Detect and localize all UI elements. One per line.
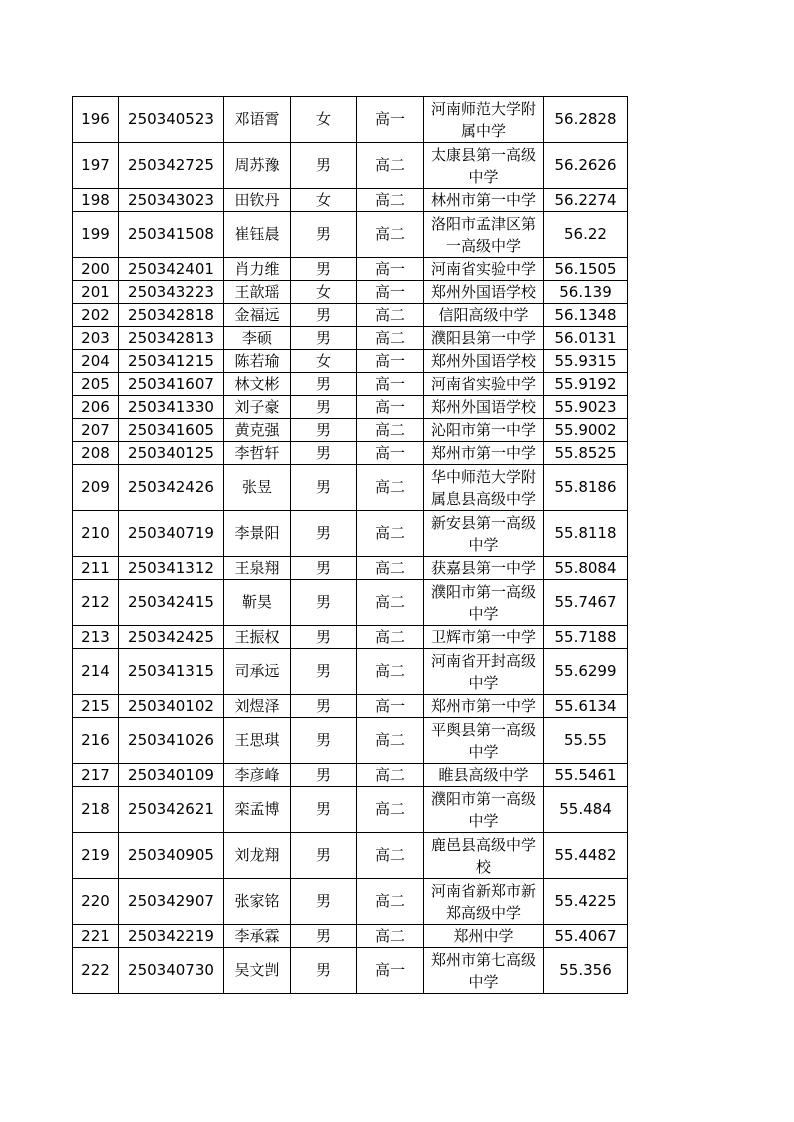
table-row	[73, 626, 628, 649]
rank-cell: 197	[73, 143, 119, 189]
student-name-cell: 张昱	[224, 465, 291, 511]
student-id-cell: 250340719	[119, 511, 224, 557]
student-id-cell: 250342907	[119, 879, 224, 925]
grade-cell: 高一	[357, 442, 424, 465]
grade-cell: 高二	[357, 189, 424, 212]
rank-cell: 212	[73, 580, 119, 626]
rank-cell: 209	[73, 465, 119, 511]
student-name-cell: 刘龙翔	[224, 833, 291, 879]
school-cell: 濮阳县第一中学	[424, 327, 544, 350]
rank-cell: 210	[73, 511, 119, 557]
student-id-cell: 250341607	[119, 373, 224, 396]
school-cell: 濮阳市第一高级中学	[424, 787, 544, 833]
student-name-cell: 司承远	[224, 649, 291, 695]
table-row	[73, 350, 628, 373]
table-row	[73, 879, 628, 925]
gender-cell: 男	[291, 143, 357, 189]
gender-cell: 男	[291, 833, 357, 879]
student-name-cell: 金福远	[224, 304, 291, 327]
rank-cell: 196	[73, 97, 119, 143]
school-cell: 河南省新郑市新郑高级中学	[424, 879, 544, 925]
score-cell: 55.8084	[544, 557, 628, 580]
student-id-cell: 250340109	[119, 764, 224, 787]
rank-cell: 222	[73, 948, 119, 994]
student-name-cell: 李彦峰	[224, 764, 291, 787]
school-cell: 信阳高级中学	[424, 304, 544, 327]
table-row	[73, 419, 628, 442]
rank-cell: 218	[73, 787, 119, 833]
grade-cell: 高一	[357, 281, 424, 304]
student-name-cell: 李景阳	[224, 511, 291, 557]
rank-cell: 204	[73, 350, 119, 373]
school-cell: 卫辉市第一中学	[424, 626, 544, 649]
table-row	[73, 281, 628, 304]
gender-cell: 男	[291, 373, 357, 396]
student-name-cell: 李承霖	[224, 925, 291, 948]
student-id-cell: 250342425	[119, 626, 224, 649]
student-name-cell: 李哲轩	[224, 442, 291, 465]
grade-cell: 高二	[357, 649, 424, 695]
rank-cell: 220	[73, 879, 119, 925]
grade-cell: 高二	[357, 787, 424, 833]
table-row	[73, 327, 628, 350]
gender-cell: 男	[291, 419, 357, 442]
score-cell: 56.1505	[544, 258, 628, 281]
score-cell: 55.4067	[544, 925, 628, 948]
table-row	[73, 580, 628, 626]
rank-cell: 203	[73, 327, 119, 350]
school-cell: 林州市第一中学	[424, 189, 544, 212]
rank-cell: 217	[73, 764, 119, 787]
table-row	[73, 649, 628, 695]
grade-cell: 高二	[357, 580, 424, 626]
table-row	[73, 787, 628, 833]
school-cell: 平舆县第一高级中学	[424, 718, 544, 764]
rank-cell: 221	[73, 925, 119, 948]
student-name-cell: 王歆瑶	[224, 281, 291, 304]
student-name-cell: 王思琪	[224, 718, 291, 764]
grade-cell: 高一	[357, 396, 424, 419]
school-cell: 洛阳市孟津区第一高级中学	[424, 212, 544, 258]
gender-cell: 女	[291, 97, 357, 143]
student-id-cell: 250342818	[119, 304, 224, 327]
score-cell: 55.9002	[544, 419, 628, 442]
table-row	[73, 189, 628, 212]
score-cell: 55.484	[544, 787, 628, 833]
gender-cell: 男	[291, 764, 357, 787]
student-name-cell: 周苏豫	[224, 143, 291, 189]
rank-cell: 211	[73, 557, 119, 580]
table-body	[73, 97, 628, 994]
table-row	[73, 442, 628, 465]
score-cell: 56.1348	[544, 304, 628, 327]
student-id-cell: 250342401	[119, 258, 224, 281]
score-cell: 56.0131	[544, 327, 628, 350]
grade-cell: 高二	[357, 879, 424, 925]
gender-cell: 男	[291, 695, 357, 718]
school-cell: 郑州市第一中学	[424, 442, 544, 465]
student-name-cell: 肖力维	[224, 258, 291, 281]
rank-cell: 198	[73, 189, 119, 212]
table-row	[73, 948, 628, 994]
student-id-cell: 250341508	[119, 212, 224, 258]
table-row	[73, 718, 628, 764]
score-cell: 55.9315	[544, 350, 628, 373]
table-row	[73, 304, 628, 327]
table-row	[73, 695, 628, 718]
gender-cell: 男	[291, 511, 357, 557]
table-row	[73, 143, 628, 189]
student-id-cell: 250340905	[119, 833, 224, 879]
student-name-cell: 王振权	[224, 626, 291, 649]
gender-cell: 男	[291, 327, 357, 350]
student-id-cell: 250342426	[119, 465, 224, 511]
gender-cell: 男	[291, 258, 357, 281]
gender-cell: 男	[291, 925, 357, 948]
table-row	[73, 557, 628, 580]
student-name-cell: 刘子豪	[224, 396, 291, 419]
rank-cell: 208	[73, 442, 119, 465]
school-cell: 河南省开封高级中学	[424, 649, 544, 695]
gender-cell: 男	[291, 626, 357, 649]
score-cell: 55.9192	[544, 373, 628, 396]
score-cell: 55.356	[544, 948, 628, 994]
grade-cell: 高二	[357, 925, 424, 948]
student-name-cell: 吴文剀	[224, 948, 291, 994]
table-row	[73, 258, 628, 281]
results-table	[72, 96, 628, 994]
student-name-cell: 刘煜泽	[224, 695, 291, 718]
student-id-cell: 250340102	[119, 695, 224, 718]
table-row	[73, 396, 628, 419]
school-cell: 濮阳市第一高级中学	[424, 580, 544, 626]
grade-cell: 高二	[357, 718, 424, 764]
rank-cell: 216	[73, 718, 119, 764]
rank-cell: 201	[73, 281, 119, 304]
score-cell: 55.6134	[544, 695, 628, 718]
grade-cell: 高一	[357, 948, 424, 994]
grade-cell: 高一	[357, 350, 424, 373]
rank-cell: 205	[73, 373, 119, 396]
gender-cell: 男	[291, 787, 357, 833]
school-cell: 郑州外国语学校	[424, 281, 544, 304]
gender-cell: 男	[291, 396, 357, 419]
gender-cell: 男	[291, 580, 357, 626]
gender-cell: 男	[291, 465, 357, 511]
grade-cell: 高二	[357, 327, 424, 350]
student-id-cell: 250342621	[119, 787, 224, 833]
student-name-cell: 黄克强	[224, 419, 291, 442]
student-id-cell: 250341026	[119, 718, 224, 764]
gender-cell: 男	[291, 304, 357, 327]
table-row	[73, 833, 628, 879]
gender-cell: 男	[291, 442, 357, 465]
school-cell: 鹿邑县高级中学校	[424, 833, 544, 879]
school-cell: 新安县第一高级中学	[424, 511, 544, 557]
school-cell: 沁阳市第一中学	[424, 419, 544, 442]
gender-cell: 女	[291, 189, 357, 212]
gender-cell: 男	[291, 718, 357, 764]
gender-cell: 女	[291, 281, 357, 304]
score-cell: 56.2828	[544, 97, 628, 143]
gender-cell: 女	[291, 350, 357, 373]
student-name-cell: 邓语霄	[224, 97, 291, 143]
school-cell: 郑州市第一中学	[424, 695, 544, 718]
score-cell: 55.55	[544, 718, 628, 764]
student-id-cell: 250343223	[119, 281, 224, 304]
table-row	[73, 373, 628, 396]
school-cell: 华中师范大学附属息县高级中学	[424, 465, 544, 511]
rank-cell: 213	[73, 626, 119, 649]
score-cell: 55.7188	[544, 626, 628, 649]
score-cell: 55.5461	[544, 764, 628, 787]
student-name-cell: 张家铭	[224, 879, 291, 925]
score-cell: 55.8525	[544, 442, 628, 465]
score-cell: 55.6299	[544, 649, 628, 695]
student-name-cell: 靳昊	[224, 580, 291, 626]
score-cell: 55.9023	[544, 396, 628, 419]
grade-cell: 高一	[357, 258, 424, 281]
student-id-cell: 250343023	[119, 189, 224, 212]
school-cell: 郑州中学	[424, 925, 544, 948]
rank-cell: 214	[73, 649, 119, 695]
school-cell: 太康县第一高级中学	[424, 143, 544, 189]
student-name-cell: 崔钰晨	[224, 212, 291, 258]
gender-cell: 男	[291, 948, 357, 994]
grade-cell: 高二	[357, 833, 424, 879]
grade-cell: 高二	[357, 419, 424, 442]
score-cell: 55.8118	[544, 511, 628, 557]
student-id-cell: 250342219	[119, 925, 224, 948]
rank-cell: 215	[73, 695, 119, 718]
student-id-cell: 250342415	[119, 580, 224, 626]
score-cell: 56.22	[544, 212, 628, 258]
student-id-cell: 250341215	[119, 350, 224, 373]
gender-cell: 男	[291, 212, 357, 258]
table-row	[73, 97, 628, 143]
rank-cell: 199	[73, 212, 119, 258]
table-row	[73, 764, 628, 787]
school-cell: 河南省实验中学	[424, 373, 544, 396]
grade-cell: 高一	[357, 373, 424, 396]
student-id-cell: 250340523	[119, 97, 224, 143]
student-id-cell: 250340125	[119, 442, 224, 465]
grade-cell: 高一	[357, 695, 424, 718]
school-cell: 获嘉县第一中学	[424, 557, 544, 580]
score-cell: 55.4225	[544, 879, 628, 925]
student-id-cell: 250341330	[119, 396, 224, 419]
school-cell: 郑州市第七高级中学	[424, 948, 544, 994]
table-row	[73, 465, 628, 511]
grade-cell: 高二	[357, 626, 424, 649]
rank-cell: 202	[73, 304, 119, 327]
score-cell: 55.8186	[544, 465, 628, 511]
grade-cell: 高一	[357, 97, 424, 143]
rank-cell: 206	[73, 396, 119, 419]
school-cell: 睢县高级中学	[424, 764, 544, 787]
score-cell: 55.4482	[544, 833, 628, 879]
score-cell: 55.7467	[544, 580, 628, 626]
school-cell: 河南省实验中学	[424, 258, 544, 281]
grade-cell: 高二	[357, 764, 424, 787]
grade-cell: 高二	[357, 143, 424, 189]
school-cell: 郑州外国语学校	[424, 396, 544, 419]
score-cell: 56.2274	[544, 189, 628, 212]
table-row	[73, 511, 628, 557]
gender-cell: 男	[291, 649, 357, 695]
grade-cell: 高二	[357, 212, 424, 258]
student-name-cell: 林文彬	[224, 373, 291, 396]
score-cell: 56.2626	[544, 143, 628, 189]
table-row	[73, 212, 628, 258]
student-name-cell: 王泉翔	[224, 557, 291, 580]
score-cell: 56.139	[544, 281, 628, 304]
student-name-cell: 李硕	[224, 327, 291, 350]
student-id-cell: 250342725	[119, 143, 224, 189]
grade-cell: 高二	[357, 557, 424, 580]
student-id-cell: 250341605	[119, 419, 224, 442]
student-id-cell: 250341315	[119, 649, 224, 695]
grade-cell: 高二	[357, 465, 424, 511]
student-id-cell: 250342813	[119, 327, 224, 350]
grade-cell: 高二	[357, 304, 424, 327]
rank-cell: 219	[73, 833, 119, 879]
student-id-cell: 250341312	[119, 557, 224, 580]
table-row	[73, 925, 628, 948]
student-name-cell: 田钦丹	[224, 189, 291, 212]
rank-cell: 207	[73, 419, 119, 442]
school-cell: 河南师范大学附属中学	[424, 97, 544, 143]
student-name-cell: 陈若瑜	[224, 350, 291, 373]
rank-cell: 200	[73, 258, 119, 281]
student-name-cell: 栾孟博	[224, 787, 291, 833]
grade-cell: 高二	[357, 511, 424, 557]
gender-cell: 男	[291, 557, 357, 580]
gender-cell: 男	[291, 879, 357, 925]
student-id-cell: 250340730	[119, 948, 224, 994]
school-cell: 郑州外国语学校	[424, 350, 544, 373]
